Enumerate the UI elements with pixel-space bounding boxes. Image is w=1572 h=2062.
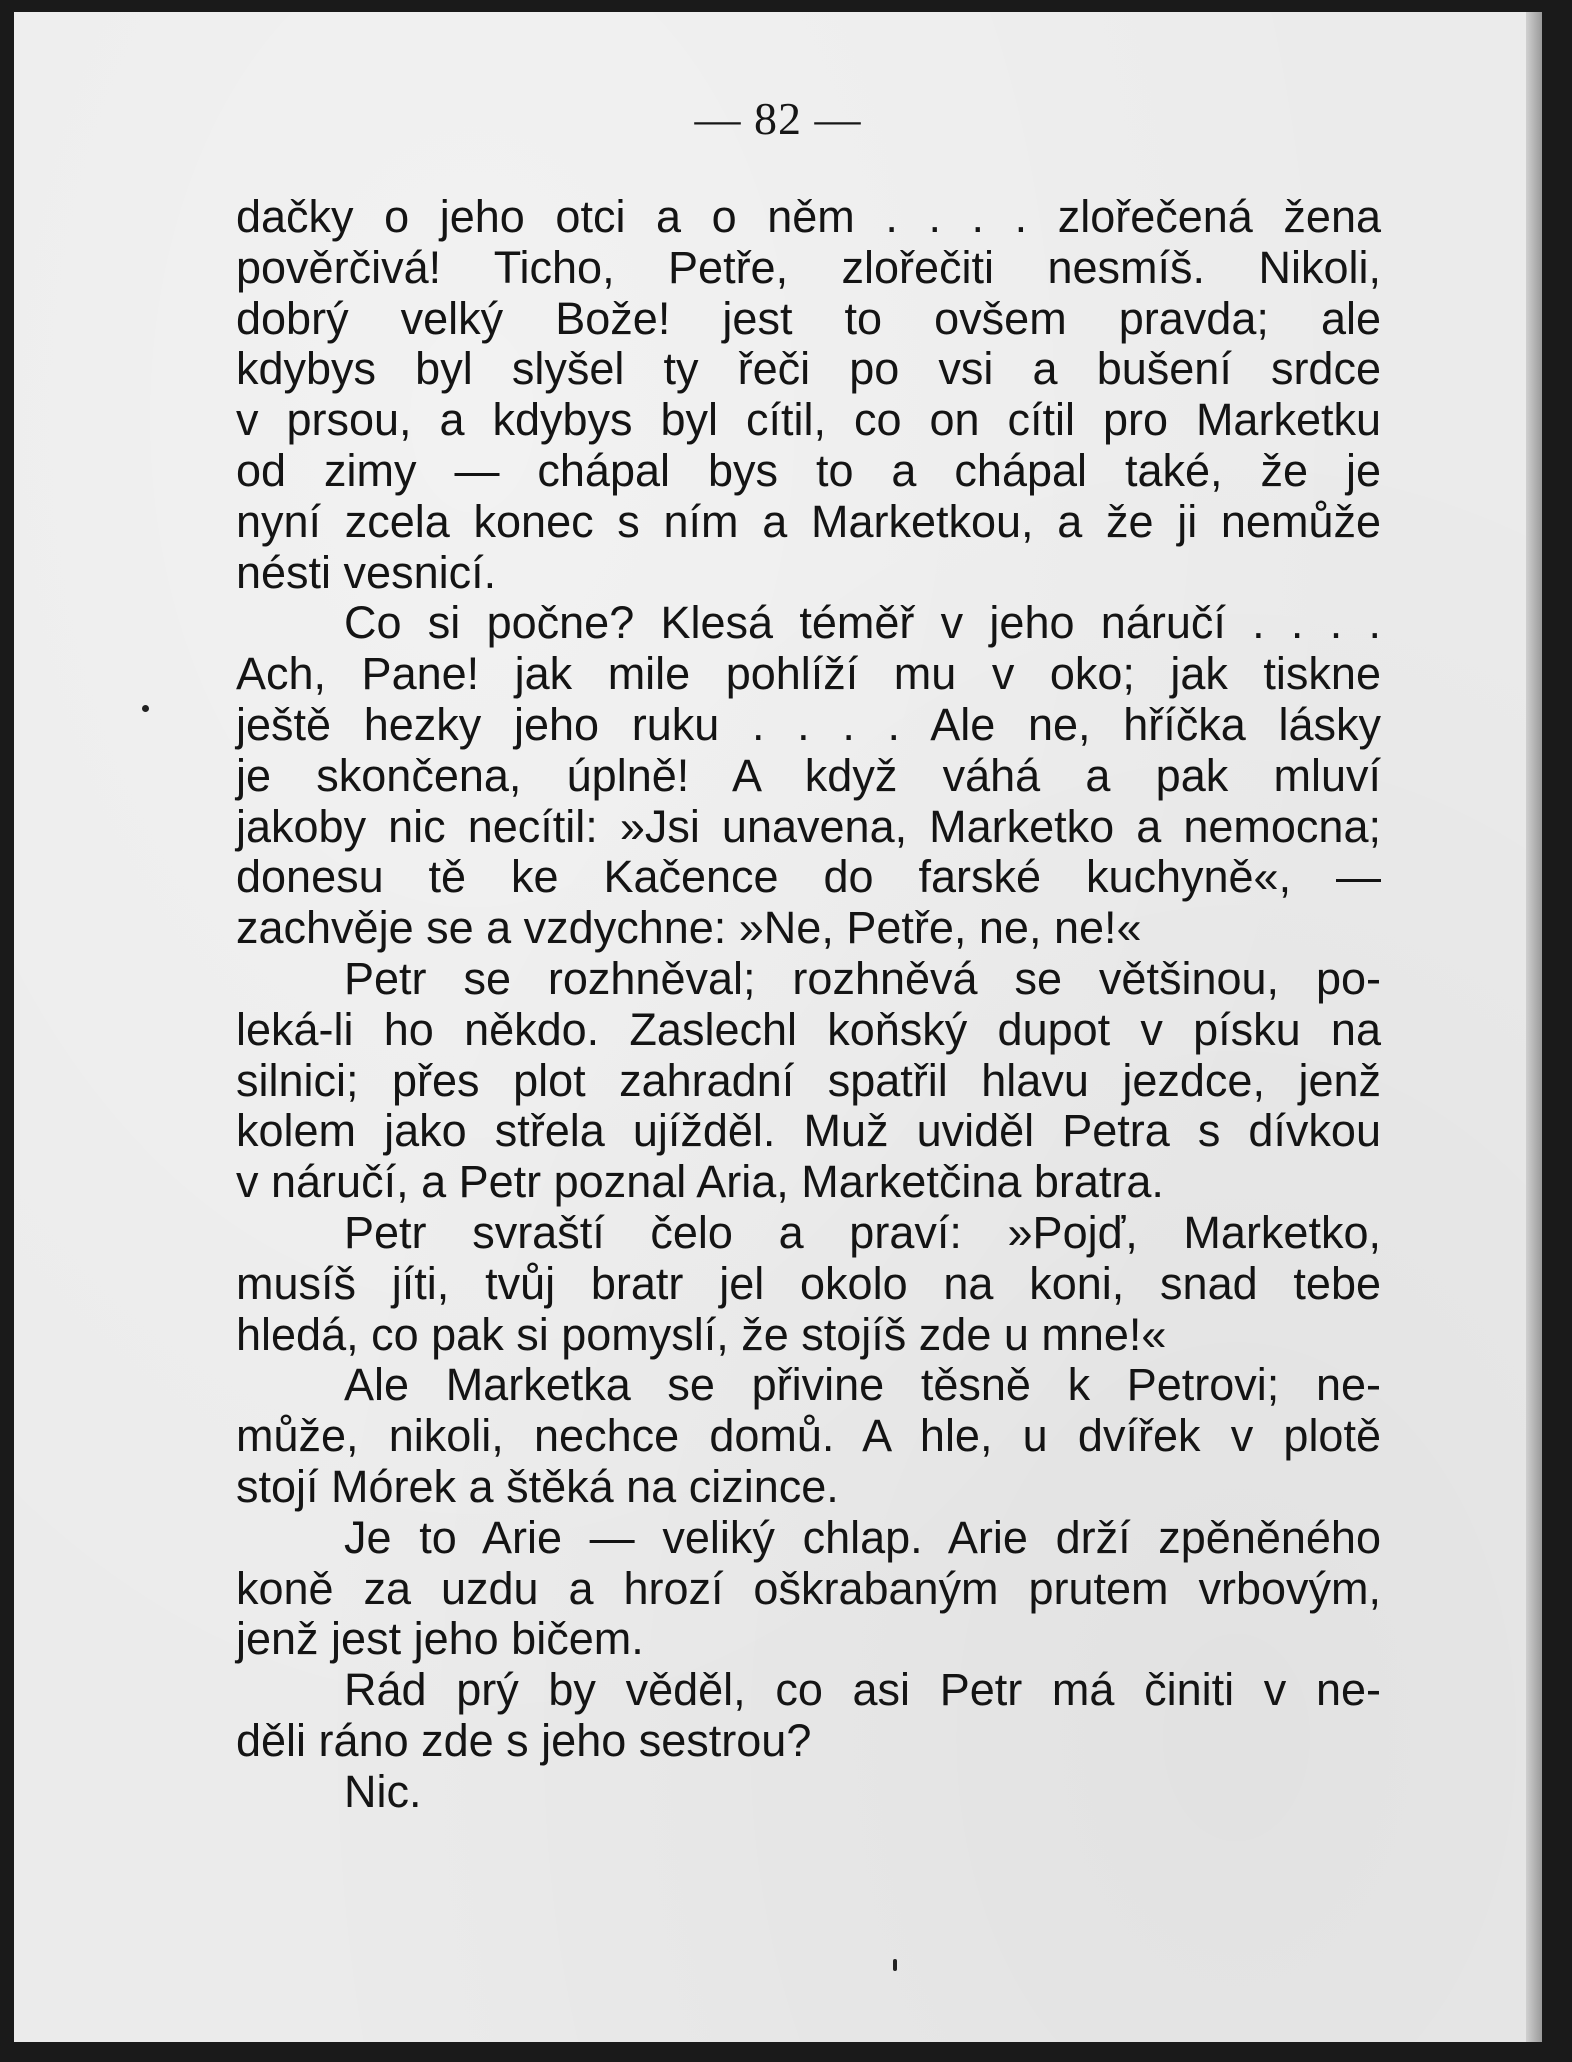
text-line: v náručí, a Petr poznal Aria, Marketčina bratra. [236,1156,1164,1208]
text-line: silnici; přes plot zahradní spatřil hlavu jezdce, jenž [236,1054,1381,1106]
body-text [236,192,1381,1818]
text-line: kdybys byl slyšel ty řeči po vsi a bušení srdce [236,343,1381,395]
text-line: stojí Mórek a štěká na cizince. [236,1460,839,1512]
text-line: Rád prý by věděl, co asi Petr má činiti v ne- [344,1664,1381,1716]
text-line: donesu tě ke Kačence do farské kuchyně«, — [236,851,1381,903]
text-line: musíš jíti, tvůj bratr jel okolo na koni, snad tebe [236,1257,1381,1309]
text-line: je skončena, úplně! A když váhá a pak mluví [236,749,1381,801]
text-line: od zimy — chápal bys to a chápal také, že je [236,444,1381,496]
text-line: dobrý velký Bože! jest to ovšem pravda; ale [236,292,1381,344]
text-line: Nic. [344,1765,422,1817]
text-line: nésti vesnicí. [236,546,497,598]
text-line: Petr svraští čelo a praví: »Pojď, Marketko, [344,1206,1381,1258]
text-line: dačky o jeho otci a o něm . . . . zlořečená žena [236,191,1381,242]
text-line: Petr se rozhněval; rozhněvá se většinou, po- [344,952,1381,1004]
page-number: — 82 — [694,93,862,144]
page-edge [1526,12,1542,2042]
text-line: Ale Marketka se přivine těsně k Petrovi; ne- [344,1359,1381,1411]
text-line: leká-li ho někdo. Zaslechl koňský dupot v písku na [236,1003,1381,1055]
text-line: Co si počne? Klesá téměř v jeho náručí . . . . [344,597,1381,649]
text-line: Je to Arie — veliký chlap. Arie drží zpěněného [344,1511,1381,1563]
book-page [14,12,1542,2042]
text-line: hledá, co pak si pomyslí, že stojíš zde u mne!« [236,1308,1167,1360]
text-line: Ach, Pane! jak mile pohlíží mu v oko; jak tiskne [236,648,1381,700]
text-line: zachvěje se a vzdychne: »Ne, Petře, ne, ne!« [236,902,1142,954]
text-line: kolem jako střela ujížděl. Muž uviděl Petra s dívkou [236,1105,1381,1157]
text-line: koně za uzdu a hrozí oškrabaným prutem vrbovým, [236,1562,1381,1614]
ink-speck [142,705,149,712]
text-line: jenž jest jeho bičem. [236,1613,644,1665]
text-line: pověrčivá! Ticho, Petře, zlořečiti nesmíš. Nikoli, [236,241,1381,293]
text-line: nyní zcela konec s ním a Marketkou, a že ji nemůže [236,495,1381,547]
text-line: ještě hezky jeho ruku . . . . Ale ne, hříčka lásky [236,698,1381,750]
text-line: může, nikoli, nechce domů. A hle, u dvířek v plotě [236,1410,1381,1462]
text-line: v prsou, a kdybys byl cítil, co on cítil pro Marketku [236,394,1381,446]
text-line: děli ráno zde s jeho sestrou? [236,1714,812,1766]
ink-speck [893,1959,897,1971]
text-line: jakoby nic necítil: »Jsi unavena, Marketko a nemocna; [236,800,1381,852]
